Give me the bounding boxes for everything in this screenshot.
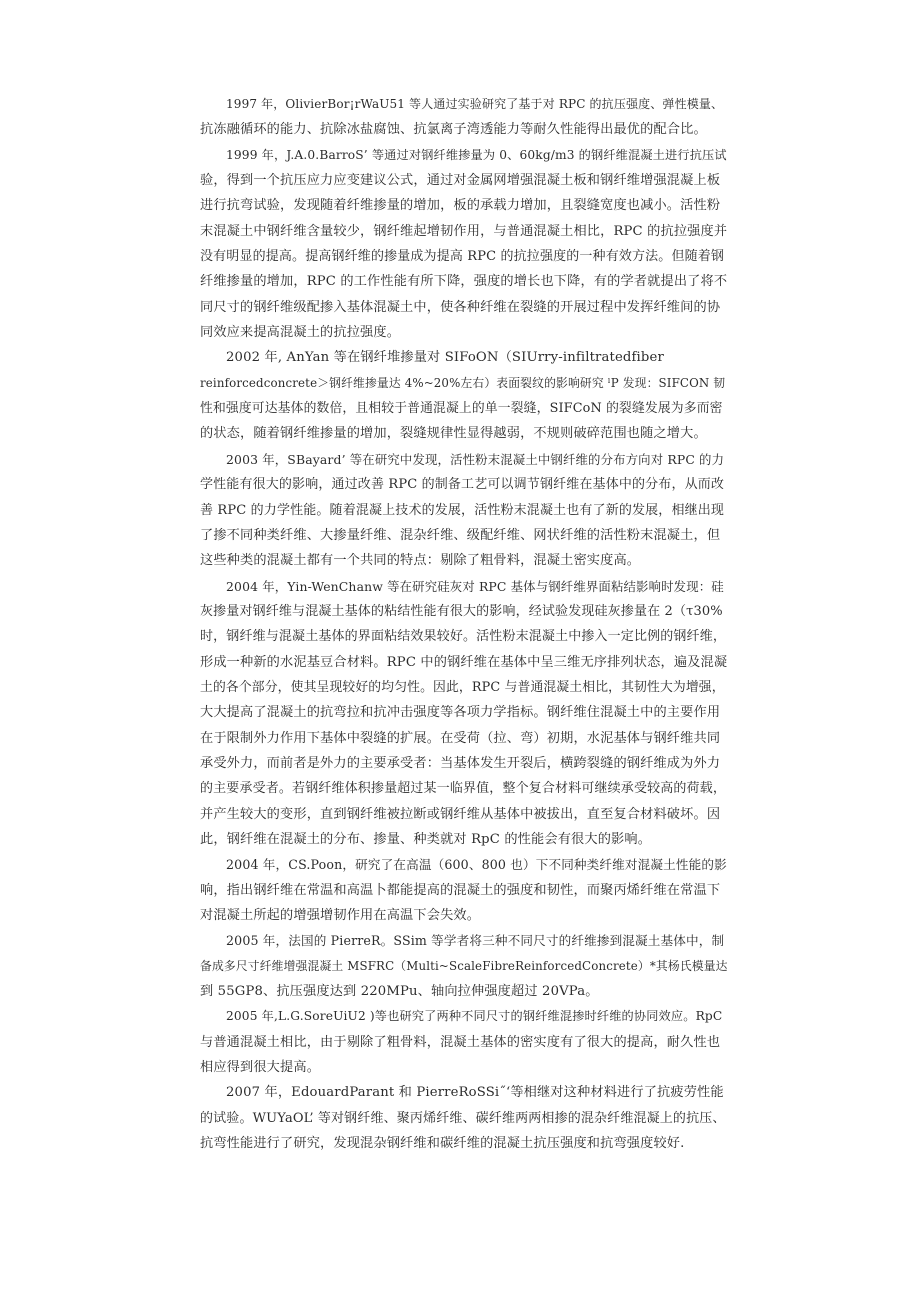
paragraph-line: 这些种类的混凝土都有一个共同的特点：剔除了粗骨料，混凝土密实度高。 bbox=[200, 553, 641, 569]
document-body bbox=[200, 92, 728, 1156]
paragraph-line: 备成多尺寸纤维增强混凝土 MSFRC（Multi~ScaleFibreReinforcedConcrete）*其杨氏模量达 bbox=[200, 958, 728, 973]
paragraph-line: 此，钢纤维在混凝土的分布、掺量、种类就对 RpC 的性能会有很大的影响。 bbox=[200, 831, 652, 847]
paragraph-line: 抗冻融循环的能力、抗除冰盐腐蚀、抗氯离子湾透能力等耐久性能得出最优的配合比。 bbox=[200, 122, 707, 138]
paragraph-line: 的主要承受者。若钢纤维体积掺量超过某一临界值，整个复合材料可继续承受较高的荷载， bbox=[200, 781, 727, 797]
paragraph-line: 验，得到一个抗压应力应变建议公式，通过对金属网增强混凝土板和钢纤维增强混凝上板 bbox=[200, 173, 721, 189]
paragraph-line: 响，指出钢纤维在常温和高温卜都能提高的混凝土的强度和韧性，而聚丙烯纤维在常温下 bbox=[200, 882, 721, 898]
paragraph-line: 学性能有很大的影响，通过改善 RPC 的制备工艺可以调节钢纤维在基体中的分布，从而改 bbox=[200, 477, 725, 493]
paragraph-first-line: 2004 年，Yin-WenChanw 等在研究硅灰对 RPC 基体与钢纤维界面粘结影响时发现：硅 bbox=[226, 578, 724, 594]
paragraph-line: 进行抗弯试验，发现随着纤维掺量的增加，板的承载力增加，且裂缝宽度也减小。活性粉 bbox=[200, 198, 721, 214]
paragraph-line: 善 RPC 的力学性能。随着混凝上技术的发展，活性粉末混凝土也有了新的发展，相继出现 bbox=[200, 502, 725, 518]
paragraph-first-line: 1999 年，J.A.0.BarroS’ 等通过对钢纤维掺量为 0、60kg/m3 的钢纤维混凝土进行抗压试 bbox=[226, 147, 727, 162]
paragraph-first-line: 2004 年，CS.Poon，研究了在高温（600、800 也）下不同种类纤维对混凝土性能的影 bbox=[226, 857, 727, 873]
paragraph-line: 没有明显的提高。提高钢纤维的掺量成为提高 RPC 的抗拉强度的一种有效方法。但随着钢 bbox=[200, 249, 725, 265]
paragraph-line: 了掺不同种类纤维、大掺量纤维、混杂纤维、级配纤维、网状纤维的活性粉末混凝土，但 bbox=[200, 527, 721, 543]
paragraph-line: 相应得到很大提高。 bbox=[200, 1060, 321, 1076]
paragraph-first-line: 2005 年,L.G.SoreUiU2 )等也研究了两种不同尺寸的钢纤维混掺时纤维的协同效应。RpC bbox=[226, 1009, 723, 1024]
paragraph-first-line: 2003 年，SBayard’ 等在研究中发现，活性粉末混凝土中钢纤维的分布方向对 RPC 的力 bbox=[226, 451, 725, 467]
paragraph-line: 时，钢纤维与混凝土基体的界面粘结效果较好。活性粉末混凝土中掺入一定比例的钢纤维， bbox=[200, 629, 727, 645]
paragraph-line: 性和强度可达基体的数倍，且相较于普通混凝上的单一裂缝，SIFCoN 的裂缝发展为多而密 bbox=[200, 401, 723, 417]
paragraph-first-line: 2002 年, AnYan 等在钢纤堆掺量对 SIFoON（SIUrry-infiltratedfiber bbox=[226, 350, 664, 366]
paragraph-line: 形成一种新的水泥基豆合材料。RPC 中的钢纤维在基体中呈三维无序排列状态，遍及混凝 bbox=[200, 654, 728, 670]
paragraph-line: 抗弯性能进行了研究，发现混杂钢纤维和碳纤维的混凝土抗压强度和抗弯强度较好. bbox=[200, 1136, 685, 1152]
paragraph-line: 大大提高了混凝土的抗弯拉和抗冲击强度等各项力学指标。钢纤维住混凝土中的主要作用 bbox=[200, 705, 721, 721]
paragraph-line: 同效应来提高混凝土的抗拉强度。 bbox=[200, 325, 401, 341]
paragraph-line: 在于限制外力作用下基体中裂缝的扩展。在受荷（拉、弯）初期，水泥基体与钢纤维共同 bbox=[200, 730, 721, 746]
paragraph-line: 的试验。WUYaOL’ 等对钢纤维、聚丙烯纤维、碳纤维两两相掺的混杂纤维混凝上的抗压、 bbox=[200, 1110, 726, 1126]
paragraph-line: 到 55GP8、抗压强度达到 220MPu、轴向拉伸强度超过 20VPa。 bbox=[200, 984, 599, 1000]
paragraph-first-line: 1997 年，OlivierBor¡rWaU51 等人通过实验研究了基于对 RPC 的抗压强度、弹性模量、 bbox=[226, 97, 724, 111]
paragraph-line: 土的各个部分，使其呈现较好的均匀性。因此，RPC 与普通混凝土相比，其韧性大为增强， bbox=[200, 679, 725, 695]
paragraph-first-line: 2005 年，法国的 PierreR。SSim 等学者将三种不同尺寸的纤维掺到混凝土基体中，制 bbox=[226, 933, 725, 949]
paragraph-line: 并产生较大的变形，直到钢纤维被拉断或钢纤维从基体中被拔出，直至复合材料破坏。因 bbox=[200, 806, 721, 822]
paragraph-line: 与普通混凝土相比，由于剔除了粗骨料，混凝土基体的密实度有了很大的提高，耐久性也 bbox=[200, 1034, 721, 1050]
paragraph-line: 纤维掺量的增加，RPC 的工作性能有所下降，强度的增长也下降，有的学者就提出了将不 bbox=[200, 274, 728, 290]
paragraph-line: 承受外力，而前者是外力的主要承受者：当基体发生开裂后，横跨裂缝的钢纤维成为外力 bbox=[200, 755, 721, 771]
paragraph-line: 的状态，随着钢纤维掺量的增加，裂缝规律性显得越弱，不规则破碎范围也随之增大。 bbox=[200, 426, 707, 442]
paragraph-line: 灰掺量对钢纤维与混凝土基体的粘结性能有很大的影响，经试验发现硅灰掺量在 2（τ30% bbox=[200, 603, 723, 619]
paragraph-line: 对混凝土所起的增强增韧作用在高温下会失效。 bbox=[200, 908, 481, 923]
paragraph-line: 末混凝土中钢纤维含量较少，钢纤维起增韧作用，与普通混凝土相比，RPC 的抗拉强度并 bbox=[200, 223, 728, 239]
paragraph-line: reinforcedconcrete＞钢纤维掺量达 4%~20%左右）表面裂纹的影响研究 ˡP 发现：SIFCON 韧 bbox=[200, 375, 726, 390]
paragraph-line: 同尺寸的钢纤维级配掺入基体混凝土中，使各种纤维在裂缝的开展过程中发挥纤维间的协 bbox=[200, 299, 721, 315]
paragraph-first-line: 2007 年，EdouardParant 和 PierreRoSSi˝‘等相继对这种材料进行了抗疲劳性能 bbox=[226, 1085, 724, 1101]
